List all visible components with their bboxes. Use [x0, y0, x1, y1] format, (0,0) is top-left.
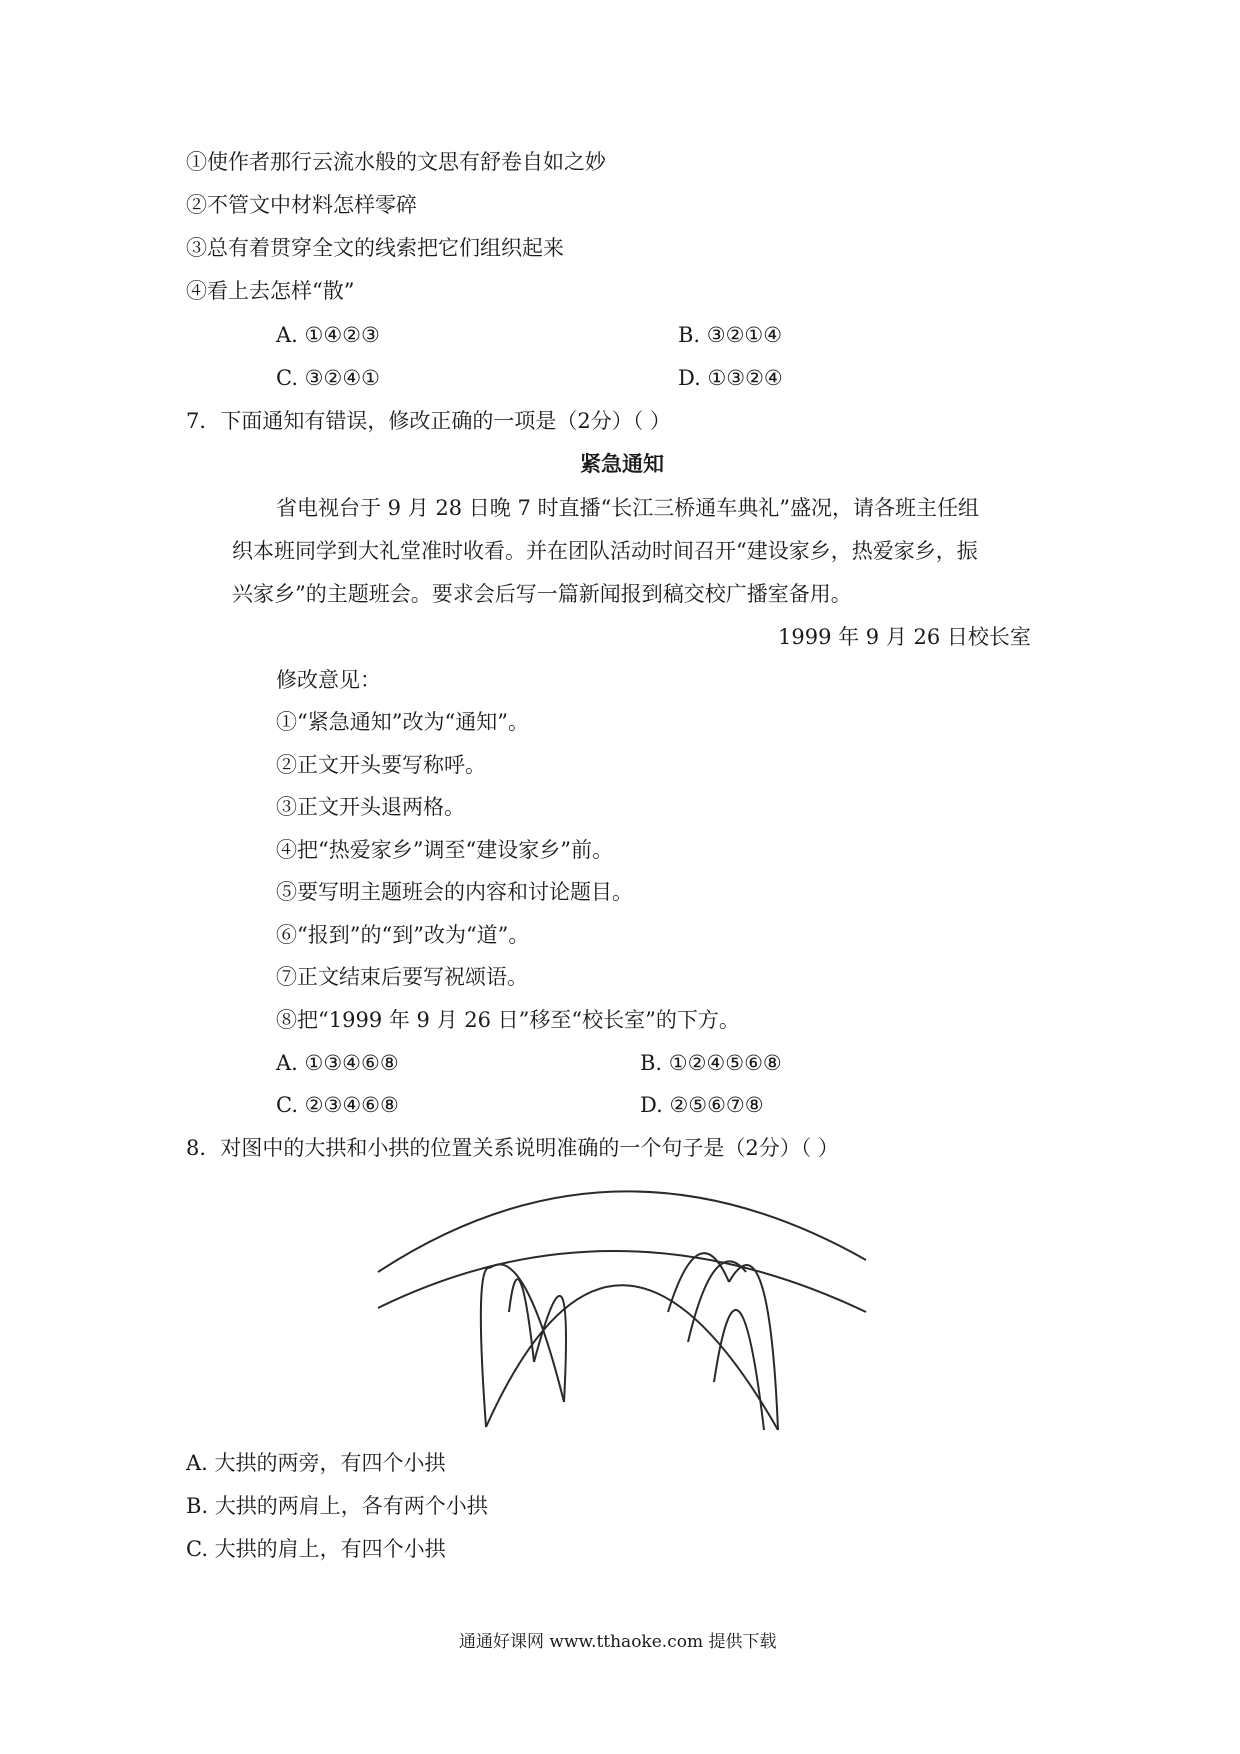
left-small-arch-1 — [490, 1264, 564, 1402]
page-footer: 通通好课网 www.tthaoke.com 提供下载 — [459, 1632, 777, 1652]
left-small-arch-3 — [509, 1279, 534, 1362]
q8-option-a: A. 大拱的两旁，有四个小拱 — [186, 1451, 446, 1475]
revision-3: ③正文开头退两格。 — [276, 795, 465, 819]
q6-sentence-3: ③总有着贯穿全文的线索把它们组织起来 — [186, 236, 564, 260]
q6-option-a: A. ①④②③ — [276, 323, 380, 347]
revision-6: ⑥“报到”的“到”改为“道”。 — [276, 923, 530, 947]
revision-5: ⑤要写明主题班会的内容和讨论题目。 — [276, 880, 633, 904]
q6-sentence-1: ①使作者那行云流水般的文思有舒卷自如之妙 — [186, 150, 606, 174]
right-small-arch-3 — [688, 1261, 746, 1342]
notice-body-line-1: 省电视台于 9 月 28 日晚 7 时直播“长江三桥通车典礼”盛况，请各班主任组 — [276, 496, 979, 520]
revise-title: 修改意见： — [276, 668, 381, 692]
q6-sentence-2: ②不管文中材料怎样零碎 — [186, 193, 417, 217]
revision-7: ⑦正文结束后要写祝颂语。 — [276, 965, 528, 989]
q7-option-a: A. ①③④⑥⑧ — [276, 1051, 399, 1075]
q8-option-b: B. 大拱的两肩上，各有两个小拱 — [186, 1494, 488, 1518]
left-small-arch-1-left — [481, 1268, 490, 1427]
notice-body-line-3: 兴家乡”的主题班会。要求会后写一篇新闻报到稿交校广播室备用。 — [232, 582, 852, 606]
notice-title: 紧急通知 — [580, 451, 664, 476]
bridge-deck-inner-arc — [378, 1251, 866, 1312]
q6-option-c: C. ③②④① — [276, 366, 380, 390]
revision-8: ⑧把“1999 年 9 月 26 日”移至“校长室”的下方。 — [276, 1008, 740, 1032]
arch-bridge-figure — [374, 1172, 874, 1442]
revision-1: ①“紧急通知”改为“通知”。 — [276, 710, 529, 734]
q6-sentence-4: ④看上去怎样“散” — [186, 279, 355, 303]
q7-option-d: D. ②⑤⑥⑦⑧ — [640, 1093, 764, 1117]
q7-option-c: C. ②③④⑥⑧ — [276, 1093, 399, 1117]
q6-option-d: D. ①③②④ — [678, 366, 783, 390]
notice-body-line-2: 织本班同学到大礼堂准时收看。并在团队活动时间召开“建设家乡，热爱家乡，振 — [232, 539, 978, 563]
revision-2: ②正文开头要写称呼。 — [276, 753, 486, 777]
main-arch — [486, 1285, 778, 1430]
q8-stem: 8．对图中的大拱和小拱的位置关系说明准确的一个句子是（2分）（ ） — [186, 1136, 839, 1160]
bridge-deck-outer-arc — [378, 1191, 866, 1272]
revision-4: ④把“热爱家乡”调至“建设家乡”前。 — [276, 838, 613, 862]
notice-signature: 1999 年 9 月 26 日校长室 — [778, 625, 1031, 649]
q6-option-b: B. ③②①④ — [678, 323, 783, 347]
q8-option-c: C. 大拱的肩上，有四个小拱 — [186, 1537, 446, 1561]
q7-option-b: B. ①②④⑤⑥⑧ — [640, 1051, 782, 1075]
q7-stem: 7．下面通知有错误，修改正确的一项是（2分）（ ） — [186, 409, 671, 433]
right-small-arch-4 — [729, 1265, 778, 1430]
